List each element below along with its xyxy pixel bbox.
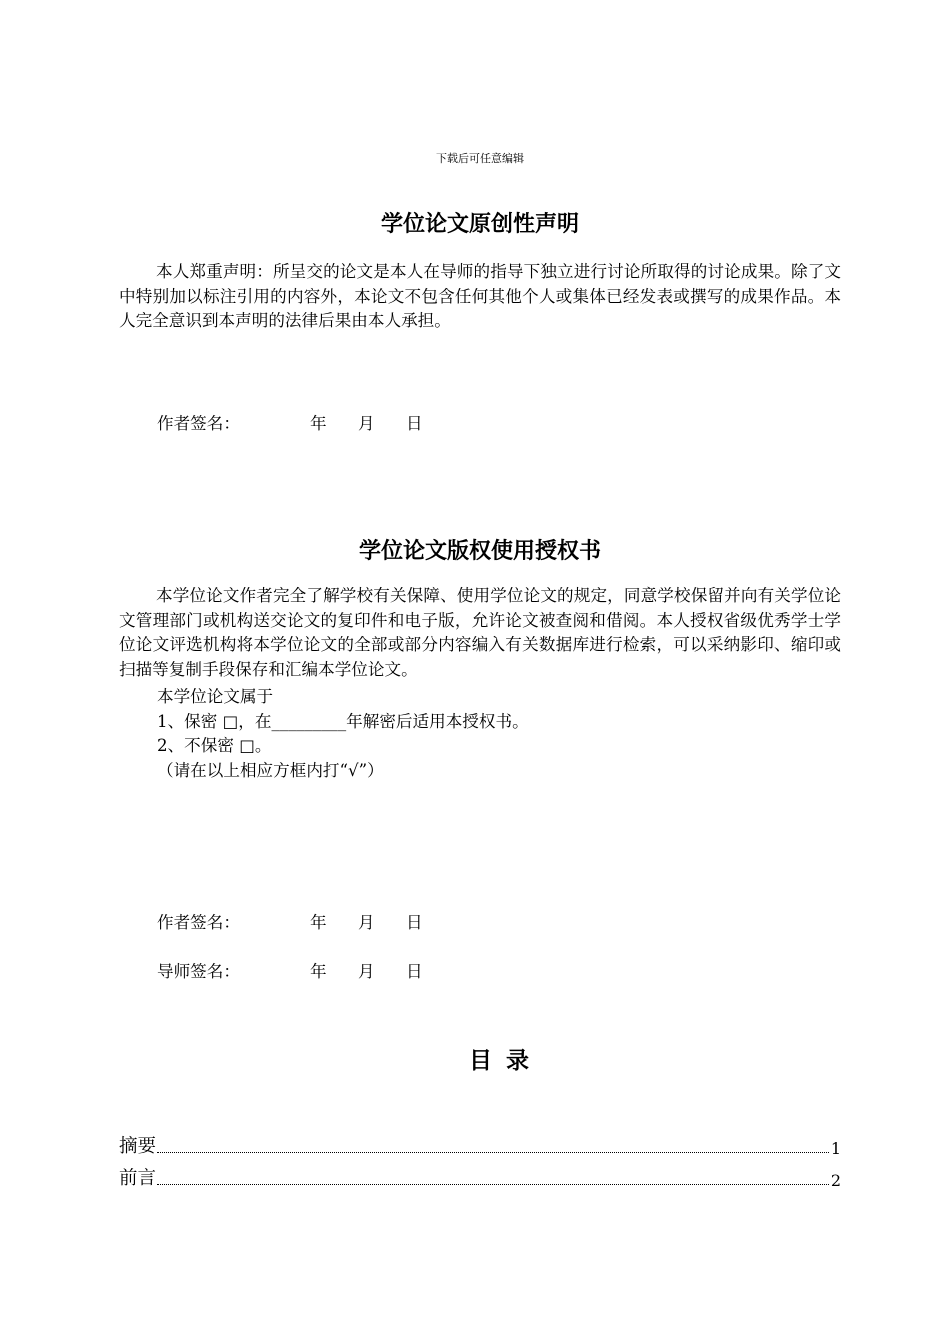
month-label: 月 — [358, 414, 375, 433]
year-label: 年 — [310, 913, 327, 932]
copyright-body: 本学位论文作者完全了解学校有关保障、使用学位论文的规定，同意学校保留并向有关学位论文管理部门或机构送交论文的复印件和电子版，允许论文被查阅和借阅。本人授权省级优秀学士学位论文评选机构将本学位论文的全部或部分内容编入有关数据库进行检索，可以采纳影印、缩印或扫描等复制手段保存和汇编本学位论文。 — [119, 586, 841, 679]
toc-entry-title: 前言 — [119, 1168, 157, 1189]
belongs-label: 本学位论文属于 — [157, 687, 274, 706]
toc-leader-dots — [157, 1151, 829, 1153]
copyright-advisor-signature — [157, 958, 454, 982]
checkbox-instruction: （请在以上相应方框内打“√”） — [157, 761, 384, 780]
toc-entry-page: 1 — [830, 1139, 841, 1158]
originality-title: 学位论文原创性声明 — [380, 212, 579, 237]
month-label: 月 — [358, 913, 375, 932]
year-label: 年 — [310, 962, 327, 981]
toc-title: 目录 — [469, 1048, 543, 1074]
copyright-author-signature — [157, 909, 454, 933]
day-label: 日 — [406, 913, 423, 932]
originality-body: 本人郑重声明：所呈交的论文是本人在导师的指导下独立进行讨论所取得的讨论成果。除了文中特别加以标注引用的内容外，本论文不包含任何其他个人或集体已经发表或撰写的成果作品。本人完全意识到本声明的法律后果由本人承担。 — [119, 262, 841, 330]
signature-label: 作者签名： — [157, 414, 240, 433]
toc-entry-page: 2 — [830, 1171, 841, 1190]
option-confidential: 1、保密 □，在_________年解密后适用本授权书。 — [157, 712, 529, 731]
originality-author-signature — [157, 410, 454, 434]
toc-leader-dots — [157, 1183, 829, 1185]
option-not-confidential: 2、不保密 □。 — [157, 736, 272, 755]
toc-entry-title: 摘要 — [119, 1136, 157, 1157]
copyright-title: 学位论文版权使用授权书 — [358, 539, 601, 564]
month-label: 月 — [358, 962, 375, 981]
day-label: 日 — [406, 414, 423, 433]
year-label: 年 — [310, 414, 327, 433]
toc-entry-abstract[interactable] — [119, 1132, 841, 1158]
day-label: 日 — [406, 962, 423, 981]
header-note: 下载后可任意编辑 — [436, 152, 524, 165]
toc-entry-preface[interactable] — [119, 1164, 841, 1190]
signature-label: 导师签名： — [157, 962, 240, 981]
signature-label: 作者签名： — [157, 913, 240, 932]
